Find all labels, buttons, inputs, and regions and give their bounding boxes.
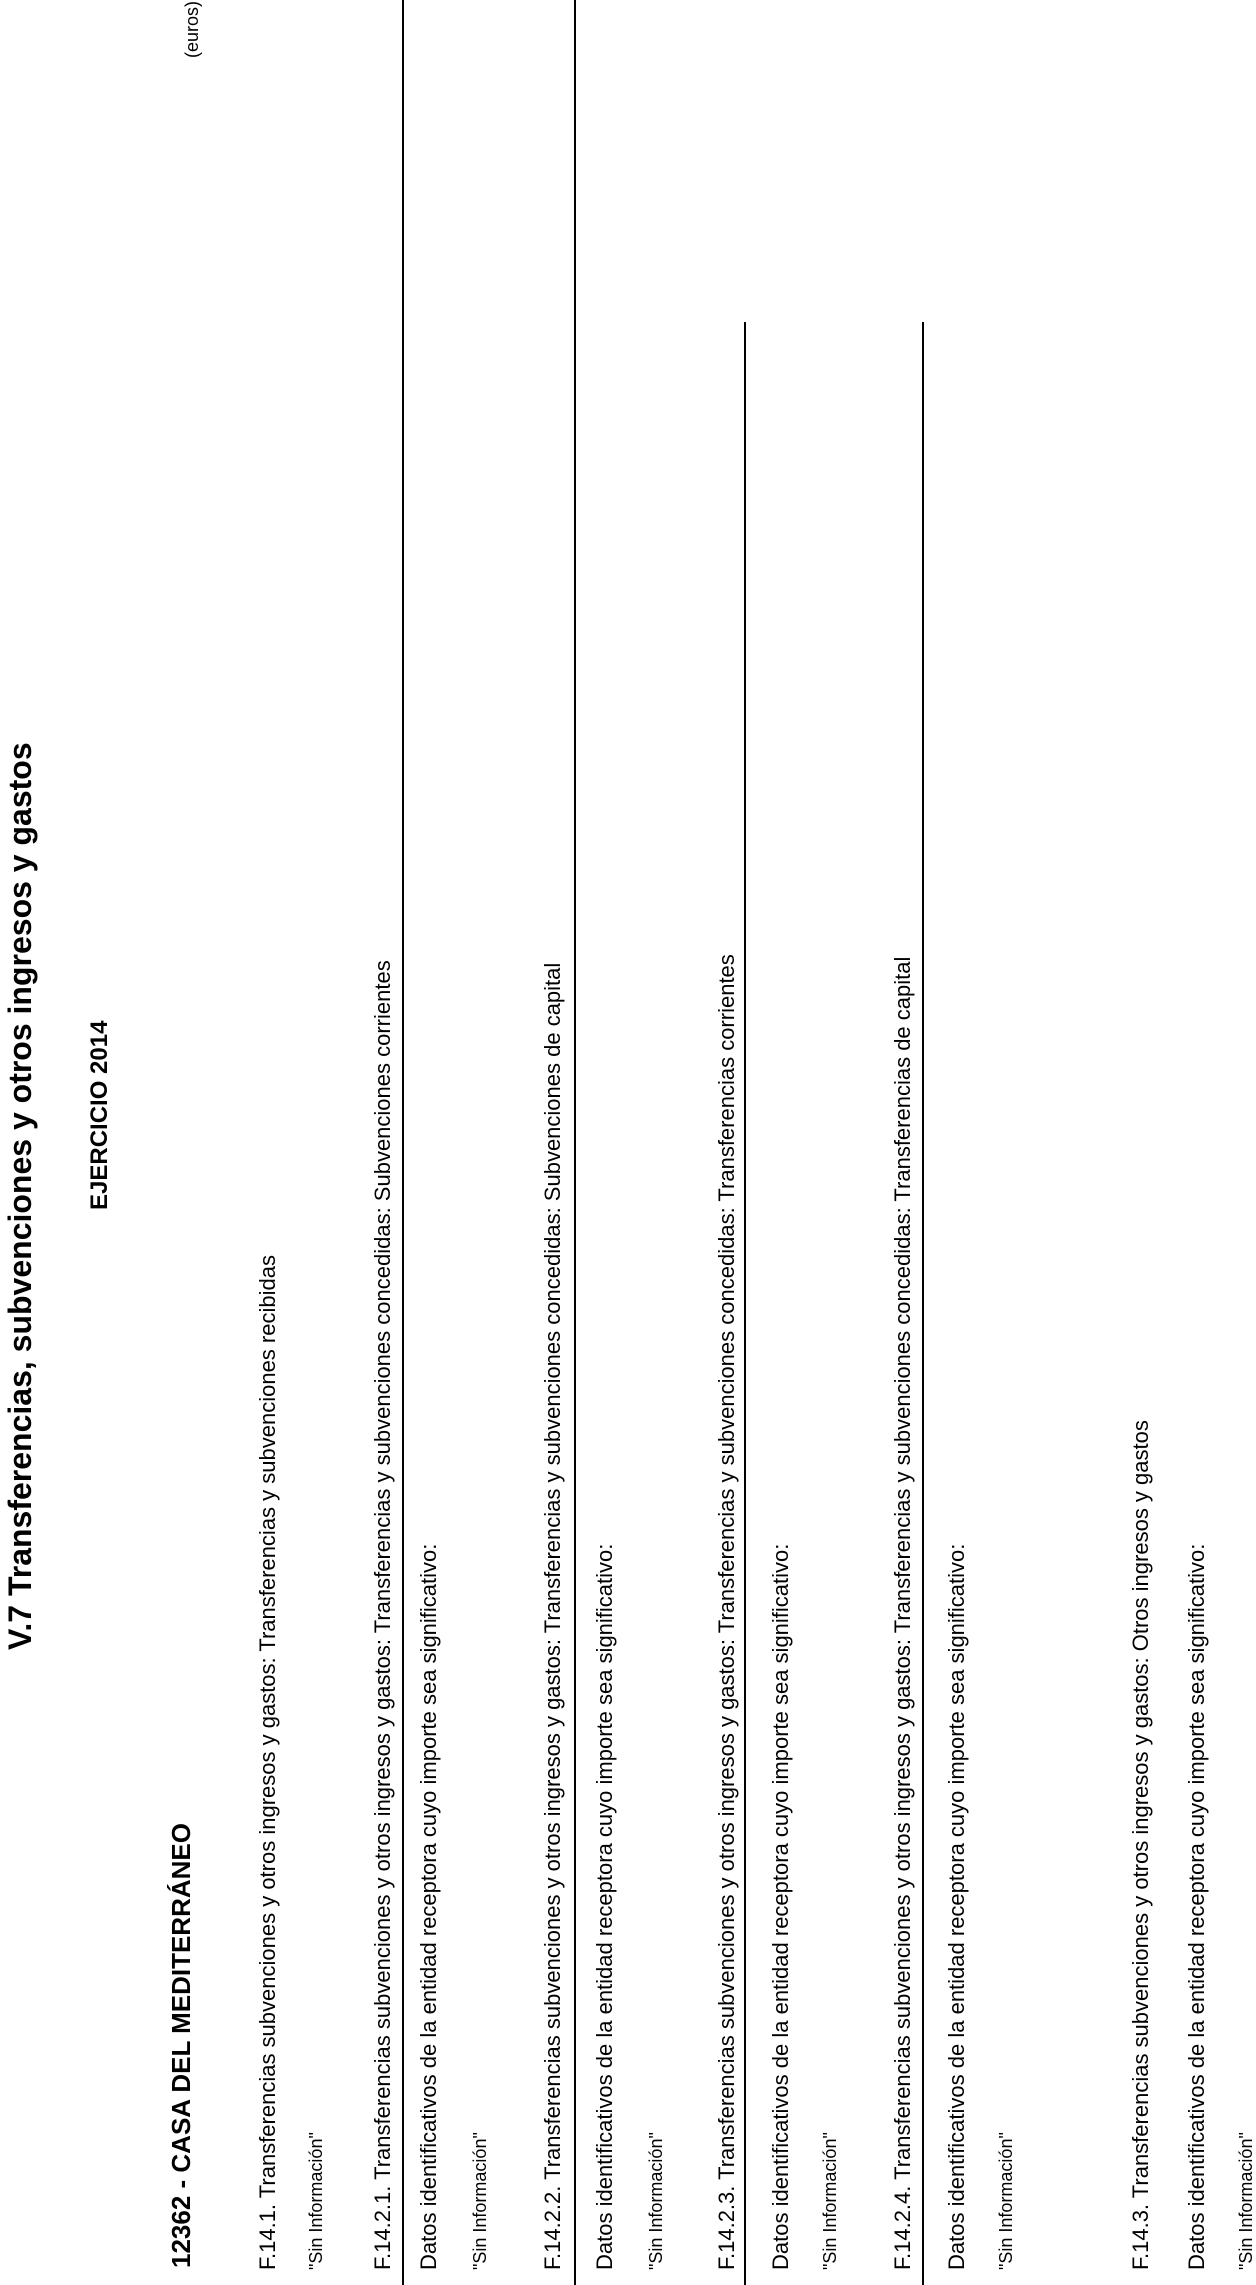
units-label: (euros) xyxy=(182,0,202,58)
section-note: "Sin Información" xyxy=(306,2132,326,2270)
section-note: "Sin Información" xyxy=(646,2132,666,2270)
section-note: "Sin Información" xyxy=(820,2132,840,2270)
section-data-label: Datos identificativos de la entidad receptora cuyo importe sea significativo: xyxy=(416,1543,441,2270)
section-note: "Sin Información" xyxy=(996,2132,1016,2270)
divider-line xyxy=(922,322,924,2285)
section-heading: F.14.1. Transferencias subvenciones y otros ingresos y gastos: Transferencias y subvenciones recibidas xyxy=(255,1255,280,2270)
section-heading: F.14.3. Transferencias subvenciones y otros ingresos y gastos: Otros ingresos y gastos xyxy=(1128,1420,1153,2270)
divider-line xyxy=(574,0,576,2285)
section-heading: F.14.2.1. Transferencias subvenciones y otros ingresos y gastos: Transferencias y subvenciones concedidas: Subvenciones corrientes xyxy=(370,960,395,2270)
section-heading: F.14.2.3. Transferencias subvenciones y otros ingresos y gastos: Transferencias y subvenciones concedidas: Transferencias corrientes xyxy=(714,954,739,2270)
section-data-label: Datos identificativos de la entidad receptora cuyo importe sea significativo: xyxy=(768,1543,793,2270)
divider-line xyxy=(744,322,746,2285)
section-data-label: Datos identificativos de la entidad receptora cuyo importe sea significativo: xyxy=(1184,1543,1209,2270)
section-data-label: Datos identificativos de la entidad receptora cuyo importe sea significativo: xyxy=(944,1543,969,2270)
divider-line xyxy=(402,0,404,2285)
section-heading: F.14.2.4. Transferencias subvenciones y otros ingresos y gastos: Transferencias y subvenciones concedidas: Transferencias de capital xyxy=(890,956,915,2270)
section-data-label: Datos identificativos de la entidad receptora cuyo importe sea significativo: xyxy=(592,1543,617,2270)
section-note: "Sin Información" xyxy=(1236,2132,1256,2270)
entity-name: 12362 - CASA DEL MEDITERRÁNEO xyxy=(166,1823,196,2268)
section-heading: F.14.2.2. Transferencias subvenciones y otros ingresos y gastos: Transferencias y subvenciones concedidas: Subvenciones de capital xyxy=(540,962,565,2270)
exercise-label: EJERCICIO 2014 xyxy=(86,1020,113,1210)
section-note: "Sin Información" xyxy=(470,2132,490,2270)
page-title: V.7 Transferencias, subvenciones y otros ingresos y gastos xyxy=(2,742,38,1650)
